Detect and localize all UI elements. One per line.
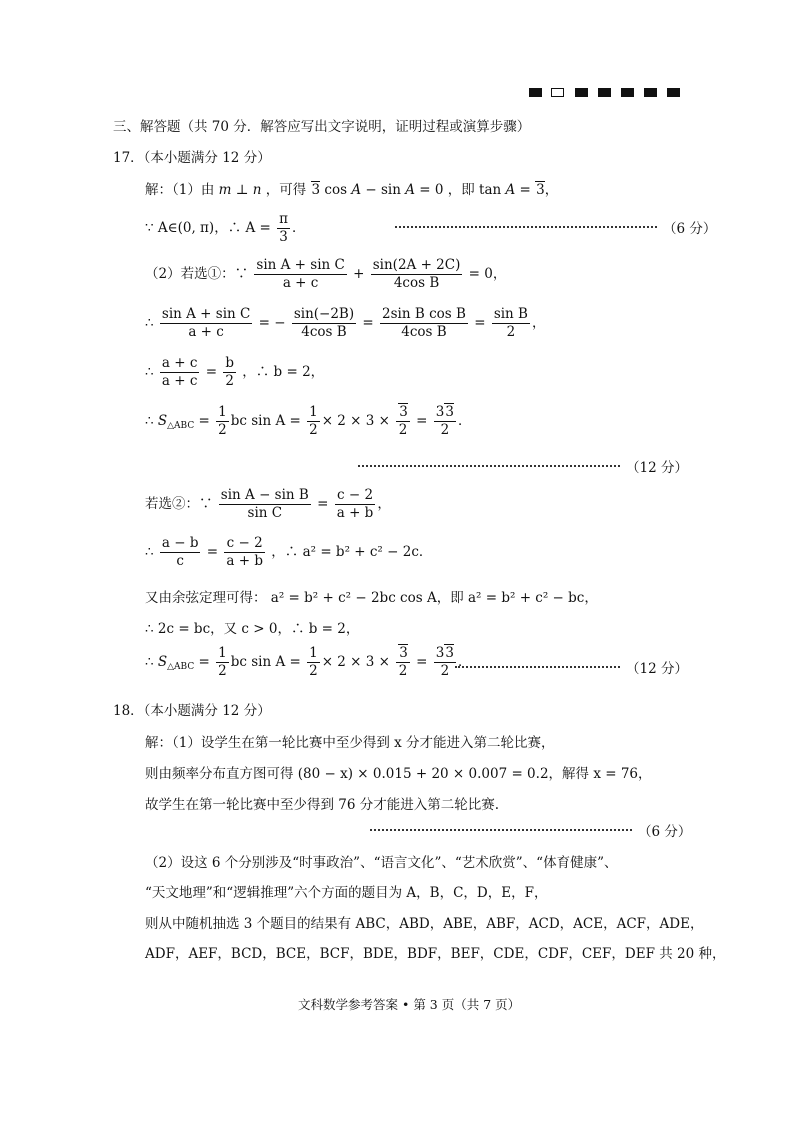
score-marker: （6 分） xyxy=(370,820,691,840)
header-mark xyxy=(575,88,588,97)
score-marker: （6 分） xyxy=(395,217,716,237)
q17-option2-line: 若选②：∵ $\frac{\text{sin A − sin B}}{\text{sin C}}$ = $\frac{c - 2}{a + b}$ ， xyxy=(145,487,391,521)
q18-line-1: 解：（1）设学生在第一轮比赛中至少得到 x 分才能进入第二轮比赛， xyxy=(145,735,555,751)
q18-line-2: 则由频率分布直方图可得 (80 − x) × 0.015 + 20 × 0.007 = 0.2，解得 x = 76， xyxy=(145,766,652,782)
q18-line-3: 故学生在第一轮比赛中至少得到 76 分才能进入第二轮比赛. xyxy=(145,797,500,813)
q17-line-11: ∴ 2c = bc，又 c > 0，∴ b = 2， xyxy=(145,621,360,637)
q18-line-6: 则从中随机抽选 3 个题目的结果有 ABC，ABD，ABE，ABF，ACD，ACE，ACF，ADE， xyxy=(145,916,704,932)
q17-line-5: ∴ $\frac{a + c}{a + c}$ = $\frac{b}{2}$ ，∴ b = 2， xyxy=(145,355,325,389)
header-mark xyxy=(644,88,657,97)
q17-line-2: ∵ A∈(0, π)，∴ A = $\frac{\pi}{3}$ ． xyxy=(145,211,306,245)
q17-area-2: ∴ $S_{\triangle ABC}$ = $\frac{1}{2}$ bc sin A = $\frac{1}{2}$ × 2 × 3 × $\frac{3}{2}$ = $\frac{33}{2}$ ． xyxy=(145,645,472,679)
header-mark-hollow xyxy=(551,88,564,97)
header-mark xyxy=(667,88,680,97)
q17-line-9: ∴ $\frac{a - b}{c}$ = $\frac{c - 2}{a + b}$ ，∴ a² = b² + c² − 2c． xyxy=(145,535,433,569)
section-title: 三、解答题（共 70 分．解答应写出文字说明，证明过程或演算步骤） xyxy=(113,119,531,135)
q17-heading: 17．（本小题满分 12 分） xyxy=(113,150,271,166)
score-marker: （12 分） xyxy=(455,657,688,677)
q18-line-5: “天文地理”和“逻辑推理”六个方面的题目为 A，B，C，D，E，F， xyxy=(145,885,548,901)
q17-option1-line: （2）若选①：∵ $\frac{\text{sin A + sin C}}{a + c}$ + $\frac{\sin(2A + 2C)}{\text{4cos B}}$ = 0， xyxy=(145,257,507,291)
q18-line-7: ADF，AEF，BCD，BCE，BCF，BDE，BDF，BEF，CDE，CDF，CEF，DEF 共 20 种， xyxy=(145,946,726,962)
header-mark xyxy=(598,88,611,97)
q17-line-4: ∴ $\frac{\text{sin A + sin C}}{a + c}$ = − $\frac{\sin(-2B)}{\text{4cos B}}$ = $\frac{\text{2sin B cos B}}{\text{4cos B}}$ = $\frac{\text{sin B}}{2}$ ， xyxy=(145,306,546,340)
q18-heading: 18．（本小题满分 12 分） xyxy=(113,703,271,719)
page-footer: 文科数学参考答案 • 第 3 页（共 7 页） xyxy=(298,997,521,1012)
q17-line-1: 解：（1）由 m ⊥ n ，可得 3 cos A − sin A = 0 ，即 tan A = 3， xyxy=(145,182,559,198)
q18-line-4: （2）设这 6 个分别涉及“时事政治”、“语言文化”、“艺术欣赏”、“体育健康”、 xyxy=(145,855,618,871)
score-marker: （12 分） xyxy=(358,456,688,476)
q17-area-1: ∴ $S_{\triangle ABC}$ = $\frac{1}{2}$ bc sin A = $\frac{1}{2}$ × 2 × 3 × $\frac{3}{2}$ = $\frac{33}{2}$ ． xyxy=(145,404,472,438)
header-mark xyxy=(529,88,542,97)
header-mark xyxy=(621,88,634,97)
q17-cosine-line: 又由余弦定理可得： a² = b² + c² − 2bc cos A，即 a² = b² + c² − bc， xyxy=(145,590,598,606)
